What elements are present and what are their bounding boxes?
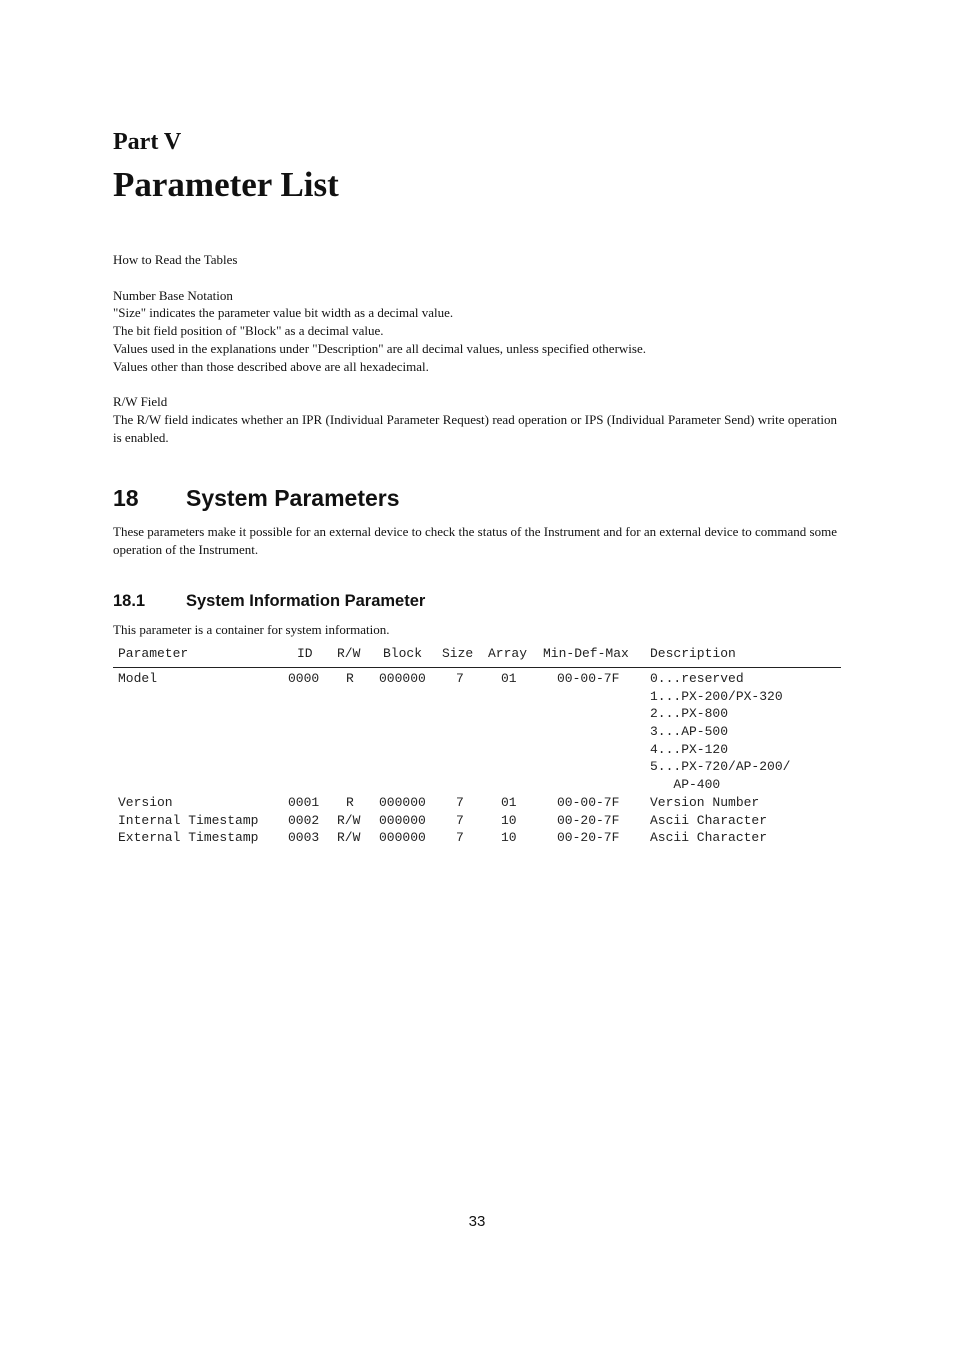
header-id: ID [297,646,313,661]
rw-text: The R/W field indicates whether an IPR (Individual Parameter Request) read operation or IPS (Individual Parameter Send) write operation is enabled. [113,412,837,445]
cell-size: 7 [456,794,464,810]
subsection-number: 18.1 [113,592,146,610]
cell-block: 000000 [379,671,426,686]
cell-block: 000000 [379,830,426,846]
table-row [113,795,841,813]
header-parameter: Parameter [118,646,189,661]
cell-min-def-max: 00-20-7F [557,830,620,846]
header-min-def-max: Min-Def-Max [543,646,629,661]
table-row-continuation [113,742,841,760]
cell-description: 0...reserved [650,671,744,686]
cell-size: 7 [456,830,464,846]
cell-id: 0003 [288,830,320,846]
table-row-continuation [113,777,841,795]
cell-description: 3...AP-500 [650,724,729,740]
cell-id: 0001 [288,794,320,810]
cell-array: 10 [501,830,517,846]
header-rw: R/W [337,646,361,661]
part-label: Part V [113,129,182,155]
cell-description: AP-400 [650,777,721,793]
cell-rw: R [346,794,354,810]
cell-array: 01 [501,794,517,810]
cell-description: 5...PX-720/AP-200/ [650,759,791,775]
cell-size: 7 [456,812,464,828]
cell-block: 000000 [379,812,426,828]
header-array: Array [488,646,528,661]
header-description: Description [650,646,736,661]
cell-block: 000000 [379,794,426,810]
table-row-continuation [113,759,841,777]
cell-description: 4...PX-120 [650,741,729,757]
cell-description: 2...PX-800 [650,706,729,722]
subsection-title: System Information Parameter [186,592,426,610]
table-row [113,813,841,831]
cell-description: Version Number [650,794,760,810]
table-row-continuation [113,689,841,707]
cell-parameter: Internal Timestamp [118,812,259,828]
cell-rw: R/W [337,830,361,846]
table-row-continuation [113,724,841,742]
table-row [113,830,841,848]
cell-array: 01 [501,671,517,686]
section-heading [113,485,400,512]
nbn-line: Values other than those described above are all hexadecimal. [113,358,429,374]
section-number: 18 [113,485,139,511]
cell-id: 0002 [288,812,320,828]
cell-min-def-max: 00-00-7F [557,794,620,810]
cell-description: Ascii Character [650,830,768,846]
table-row-continuation [113,706,841,724]
parameter-table [113,645,841,848]
header-block: Block [383,646,423,661]
cell-min-def-max: 00-20-7F [557,812,620,828]
nbn-line: Values used in the explanations under "Description" are all decimal values, unless specified otherwise. [113,340,646,356]
table-body [113,668,841,848]
header-size: Size [442,646,474,661]
cell-array: 10 [501,812,517,828]
cell-parameter: Model [118,671,158,686]
cell-min-def-max: 00-00-7F [557,671,620,686]
subsection-text: This parameter is a container for system information. [113,622,390,637]
nbn-heading: Number Base Notation [113,287,233,303]
intro-block [113,251,837,447]
nbn-line: "Size" indicates the parameter value bit width as a decimal value. [113,305,454,321]
page-title: Parameter List [113,165,339,204]
rw-heading: R/W Field [113,394,168,410]
how-to-read-heading: How to Read the Tables [113,252,238,267]
cell-parameter: Version [118,794,173,810]
section-title: System Parameters [186,485,400,511]
cell-description: Ascii Character [650,812,768,828]
cell-parameter: External Timestamp [118,830,259,846]
nbn-line: The bit field position of "Block" as a decimal value. [113,323,384,339]
section-text: These parameters make it possible for an external device to check the status of the Instrument and for an external device to command some operation of the Instrument. [113,524,837,557]
subsection-heading [113,592,425,611]
cell-description: 1...PX-200/PX-320 [650,688,783,704]
cell-id: 0000 [288,671,320,686]
cell-size: 7 [456,671,464,686]
table-row [113,671,841,689]
cell-rw: R/W [337,812,361,828]
table-header [113,645,841,668]
cell-rw: R [346,671,354,686]
page-number: 33 [468,1213,486,1230]
